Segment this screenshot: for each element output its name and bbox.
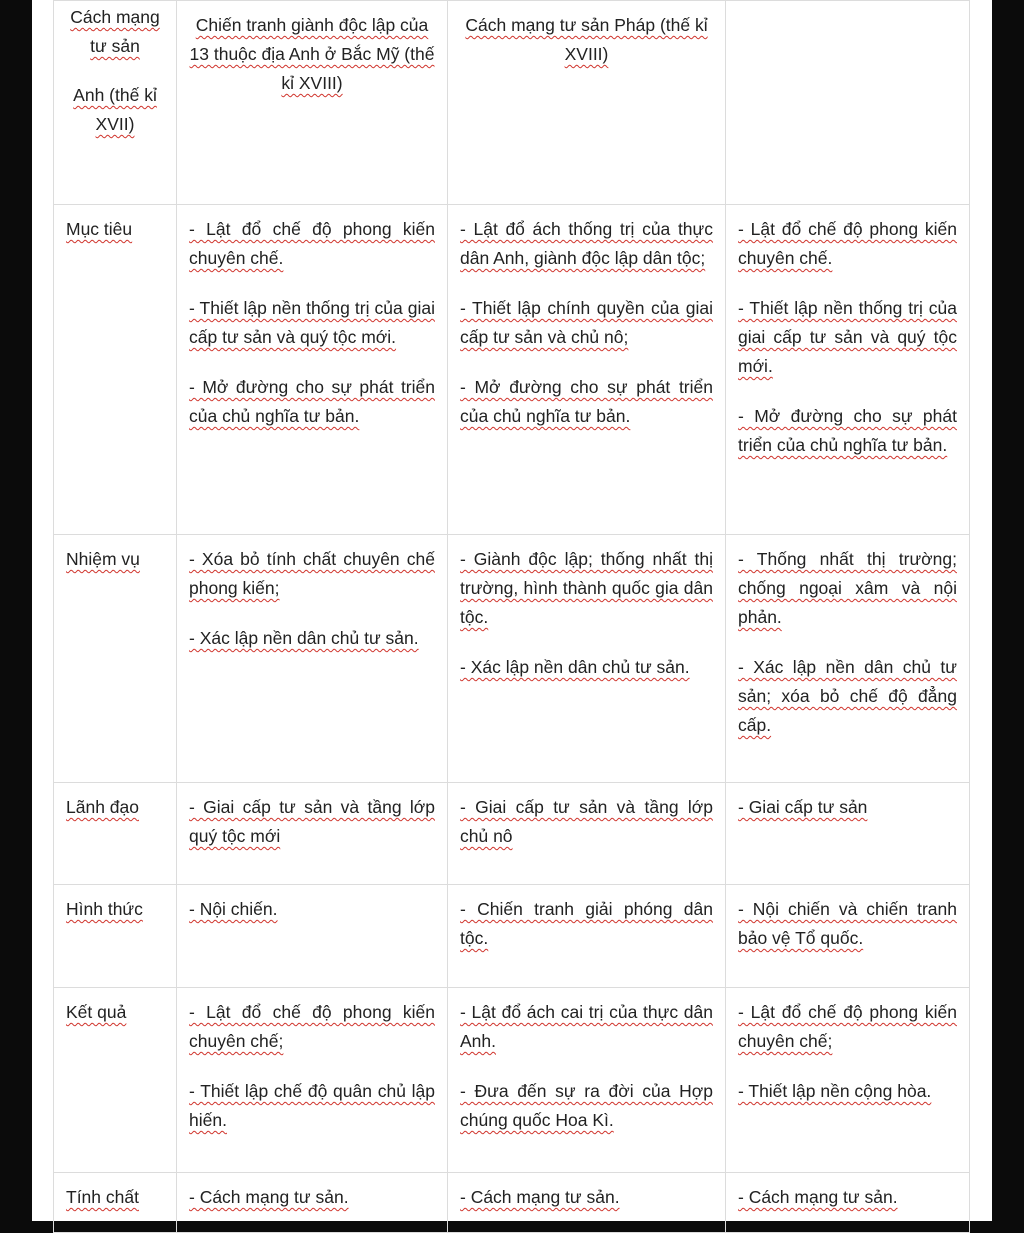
cell-item: - Thiết lập nền cộng hòa.: [738, 1081, 932, 1101]
header-col0-subtitle: Anh (thế kỉ XVII): [73, 85, 157, 134]
cell-item: - Giai cấp tư sản: [738, 797, 868, 817]
cell-item: - Chiến tranh giải phóng dân tộc.: [460, 899, 713, 948]
cell-item: - Cách mạng tư sản.: [738, 1187, 898, 1207]
table-row: [54, 205, 970, 535]
cell-item: - Lật đổ chế độ phong kiến chuyên chế;: [738, 1002, 957, 1051]
header-cell-english-revolution: [54, 1, 177, 205]
table-cell: [177, 988, 448, 1173]
row-label: Kết quả: [66, 1002, 127, 1022]
header-row: [54, 1, 970, 205]
row-label: Lãnh đạo: [66, 797, 139, 817]
row-label: Mục tiêu: [66, 219, 133, 239]
table-cell: [448, 988, 726, 1173]
table-cell: [448, 783, 726, 885]
document-page: [32, 0, 992, 1221]
cell-item: - Cách mạng tư sản.: [460, 1187, 620, 1207]
header-col1-title: Chiến tranh giành độc lập của 13 thuộc địa Anh ở Bắc Mỹ (thế kỉ XVIII): [189, 15, 435, 93]
table-cell: [177, 1173, 448, 1233]
row-label: Hình thức: [66, 899, 143, 919]
cell-item: - Thống nhất thị trường; chống ngoại xâm và nội phản.: [738, 549, 957, 627]
header-col0-title: Cách mạng tư sản: [70, 7, 160, 56]
cell-item: - Thiết lập chính quyền của giai cấp tư sản và chủ nô;: [460, 298, 713, 347]
row-label-cell: [54, 885, 177, 988]
cell-item: - Thiết lập nền thống trị của giai cấp tư sản và quý tộc mới.: [738, 298, 957, 376]
table-cell: [448, 1173, 726, 1233]
table-cell: [726, 783, 970, 885]
table-cell: [726, 205, 970, 535]
table-cell: [726, 885, 970, 988]
cell-item: - Mở đường cho sự phát triển của chủ nghĩa tư bản.: [738, 406, 957, 455]
cell-item: - Nội chiến và chiến tranh bảo vệ Tổ quốc.: [738, 899, 957, 948]
comparison-table: [53, 0, 970, 1233]
cell-item: - Cách mạng tư sản.: [189, 1187, 349, 1207]
row-label: Nhiệm vụ: [66, 549, 140, 569]
table-cell: [448, 885, 726, 988]
cell-item: - Lật đổ chế độ phong kiến chuyên chế.: [738, 219, 957, 268]
row-label-cell: [54, 205, 177, 535]
table-cell: [448, 205, 726, 535]
cell-item: - Lật đổ chế độ phong kiến chuyên chế;: [189, 1002, 435, 1051]
table-cell: [177, 535, 448, 783]
cell-item: - Mở đường cho sự phát triển của chủ nghĩa tư bản.: [189, 377, 435, 426]
row-label-cell: [54, 783, 177, 885]
table-row: [54, 783, 970, 885]
table-cell: [726, 535, 970, 783]
cell-item: - Nội chiến.: [189, 899, 278, 919]
cell-item: - Giai cấp tư sản và tầng lớp chủ nô: [460, 797, 713, 846]
table-cell: [726, 1173, 970, 1233]
cell-item: - Giai cấp tư sản và tầng lớp quý tộc mới: [189, 797, 435, 846]
table-row: [54, 1173, 970, 1233]
cell-item: - Lật đổ ách cai trị của thực dân Anh.: [460, 1002, 713, 1051]
table-row: [54, 535, 970, 783]
cell-item: - Mở đường cho sự phát triển của chủ nghĩa tư bản.: [460, 377, 713, 426]
cell-item: - Xác lập nền dân chủ tư sản; xóa bỏ chế độ đẳng cấp.: [738, 657, 957, 735]
cell-item: - Xác lập nền dân chủ tư sản.: [460, 657, 690, 677]
row-label-cell: [54, 1173, 177, 1233]
table-row: [54, 988, 970, 1173]
header-cell-empty: [726, 1, 970, 205]
row-label-cell: [54, 535, 177, 783]
cell-item: - Đưa đến sự ra đời của Hợp chúng quốc Hoa Kì.: [460, 1081, 713, 1130]
cell-item: - Xóa bỏ tính chất chuyên chế phong kiến;: [189, 549, 435, 598]
table-cell: [177, 783, 448, 885]
cell-item: - Thiết lập chế độ quân chủ lập hiến.: [189, 1081, 435, 1130]
table-row: [54, 885, 970, 988]
table-cell: [177, 885, 448, 988]
header-cell-french-revolution: [448, 1, 726, 205]
cell-item: - Giành độc lập; thống nhất thị trường, hình thành quốc gia dân tộc.: [460, 549, 713, 627]
cell-item: - Lật đổ ách thống trị của thực dân Anh, giành độc lập dân tộc;: [460, 219, 713, 268]
cell-item: - Lật đổ chế độ phong kiến chuyên chế.: [189, 219, 435, 268]
row-label: Tính chất: [66, 1187, 139, 1207]
row-label-cell: [54, 988, 177, 1173]
header-col2-title: Cách mạng tư sản Pháp (thế kỉ XVIII): [465, 15, 708, 64]
cell-item: - Xác lập nền dân chủ tư sản.: [189, 628, 419, 648]
table-cell: [726, 988, 970, 1173]
table-cell: [177, 205, 448, 535]
header-cell-american-war: [177, 1, 448, 205]
table-cell: [448, 535, 726, 783]
cell-item: - Thiết lập nền thống trị của giai cấp tư sản và quý tộc mới.: [189, 298, 435, 347]
